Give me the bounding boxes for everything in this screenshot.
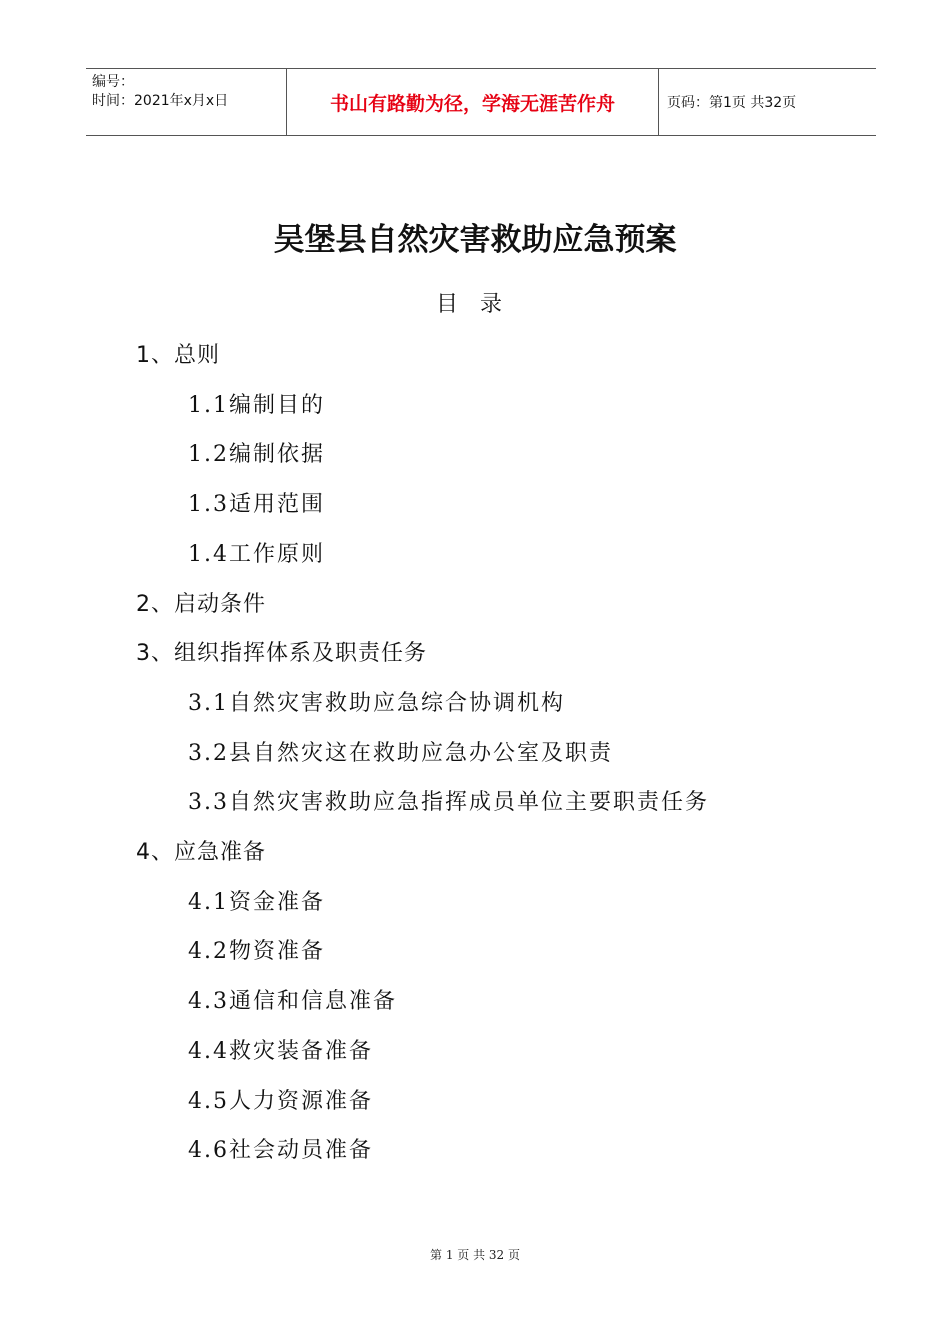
toc-subsection-item: 4.6社会动员准备 xyxy=(188,1138,373,1163)
toc-subsection-item: 1.3适用范围 xyxy=(188,492,325,517)
toc-section-heading: 1、总则 xyxy=(136,343,220,368)
document-time-label: 时间：2021年x月x日 xyxy=(92,93,229,109)
page-header xyxy=(86,68,876,136)
page-footer: 第 1 页 共 32 页 xyxy=(430,1248,520,1262)
toc-section-heading: 4、应急准备 xyxy=(136,840,266,865)
toc-subsection-item: 1.1编制目的 xyxy=(188,393,325,418)
toc-subsection-item: 3.3自然灾害救助应急指挥成员单位主要职责任务 xyxy=(188,790,709,815)
header-motto: 书山有路勤为径，学海无涯苦作舟 xyxy=(286,69,659,135)
header-meta xyxy=(86,69,286,135)
toc-subsection-item: 1.4工作原则 xyxy=(188,542,325,567)
document-title: 吴堡县自然灾害救助应急预案 xyxy=(273,222,677,258)
header-page-info: 页码：第1页 共32页 xyxy=(667,95,797,111)
toc-section-heading: 2、启动条件 xyxy=(136,592,266,617)
toc-section-heading: 3、组织指挥体系及职责任务 xyxy=(136,641,427,666)
toc-subsection-item: 4.4救灾装备准备 xyxy=(188,1039,373,1064)
toc-subsection-item: 4.5人力资源准备 xyxy=(188,1089,373,1114)
toc-subsection-item: 4.3通信和信息准备 xyxy=(188,989,397,1014)
document-number-label: 编号： xyxy=(92,74,134,90)
toc-heading: 目录 xyxy=(435,292,524,317)
toc-subsection-item: 4.1资金准备 xyxy=(188,890,325,915)
toc-subsection-item: 3.2县自然灾这在救助应急办公室及职责 xyxy=(188,741,613,766)
toc-subsection-item: 4.2物资准备 xyxy=(188,939,325,964)
toc-subsection-item: 3.1自然灾害救助应急综合协调机构 xyxy=(188,691,565,716)
toc-subsection-item: 1.2编制依据 xyxy=(188,442,325,467)
